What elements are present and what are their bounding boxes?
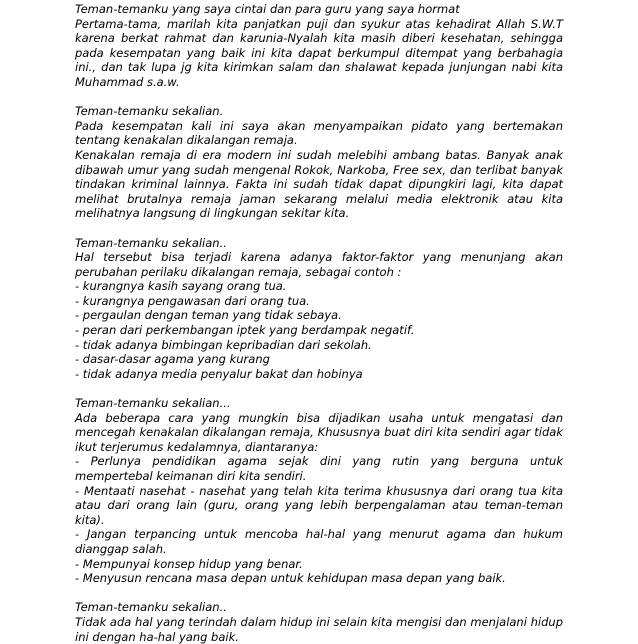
greeting-line: Teman-temanku sekalian.. xyxy=(75,235,227,250)
list-item: - kurangnya pengawasan dari orang tua. xyxy=(75,293,310,308)
list-item: - Jangan terpancing untuk mencoba hal-hal yang menurut agama dan hukum dianggap salah. xyxy=(75,527,563,556)
body-paragraph: Hal tersebut bisa terjadi karena adanya faktor-faktor yang menunjang akan perubahan perilaku dikalangan remaja, sebagai contoh : xyxy=(75,250,563,279)
opening-paragraph: Pertama-tama, marilah kita panjatkan puji dan syukur atas kehadirat Allah S.W.T karena berkat rahmat dan karunia-Nyalah kita masih diberi kesehatan, sehingga pada kesempatan yang baik ini kita dapat berkumpul ditempat yang berbahagia ini., dan tak lupa jg kita kirimkan salam dan shalawat kepada junjungan nabi kita Muhammad s.a.w. xyxy=(75,16,563,89)
list-item: - peran dari perkembangan iptek yang berdampak negatif. xyxy=(75,323,415,338)
section-gap xyxy=(75,586,563,601)
list-item: - Menyusun rencana masa depan untuk kehidupan masa depan yang baik. xyxy=(75,571,506,586)
greeting-line: Teman-temanku sekalian... xyxy=(75,396,231,411)
greeting-line: Teman-temanku yang saya cintai dan para guru yang saya hormat xyxy=(75,2,460,16)
list-item: - Perlunya pendidikan agama sejak dini yang rutin yang berguna untuk mempertebal keimanan diri kita sendiri. xyxy=(75,454,563,483)
list-item: - kurangnya kasih sayang orang tua. xyxy=(75,279,287,294)
list-item: - Mempunyai konsep hidup yang benar. xyxy=(75,556,303,571)
list-item: - pergaulan dengan teman yang tidak sebaya. xyxy=(75,308,342,323)
speech-document xyxy=(75,2,563,644)
section-gap xyxy=(75,381,563,396)
body-paragraph: Ada beberapa cara yang mungkin bisa dijadikan usaha untuk mengatasi dan mencegah kenakalan dikalangan remaja, Khususnya buat diri kita sendiri agar tidak ikut terjerumus kedalamnya, diantaranya: xyxy=(75,410,563,454)
list-item: - Mentaati nasehat - nasehat yang telah kita terima khususnya dari orang tua kita atau dari orang lain (guru, orang yang lebih berpengalaman atau teman-teman kita). xyxy=(75,483,563,527)
list-item: - tidak adanya bimbingan kepribadian dari sekolah. xyxy=(75,337,372,352)
body-paragraph: Kenakalan remaja di era modern ini sudah melebihi ambang batas. Banyak anak dibawah umur yang sudah mengenal Rokok, Narkoba, Free sex, dan terlibat banyak tindakan kriminal lainnya. Fakta ini sudah tidak dapat dipungkiri lagi, kita dapat melihat brutalnya remaja jaman sekarang melalui media elektronik atau kita melihatnya langsung di lingkungan sekitar kita. xyxy=(75,147,563,221)
section-gap xyxy=(75,90,563,105)
list-item: - dasar-dasar agama yang kurang xyxy=(75,352,270,367)
topic-paragraph: Pada kesempatan kali ini saya akan menyampaikan pidato yang bertemakan tentang kenakalan dikalangan remaja. xyxy=(75,118,563,148)
greeting-line: Teman-temanku sekalian.. xyxy=(75,600,227,615)
greeting-line: Teman-temanku sekalian. xyxy=(75,104,224,119)
section-gap xyxy=(75,221,563,236)
closing-paragraph: Tidak ada hal yang terindah dalam hidup ini selain kita mengisi dan menjalani hidup ini dengan ha-hal yang baik. xyxy=(75,614,563,644)
list-item: - tidak adanya media penyalur bakat dan hobinya xyxy=(75,366,363,381)
